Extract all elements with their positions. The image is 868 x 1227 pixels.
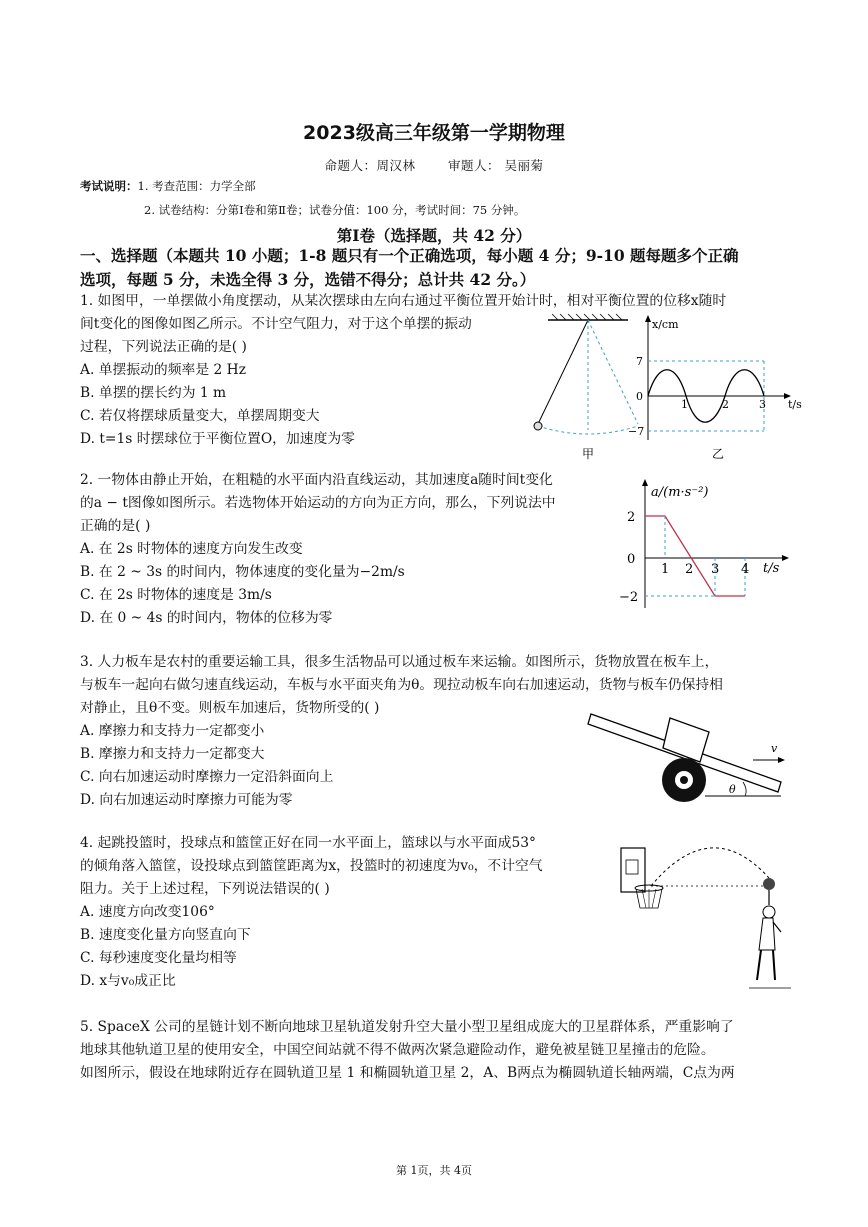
question-2-option-a: A. 在 2s 时物体的速度方向发生改变 bbox=[80, 541, 303, 557]
question-1-option-b: B. 单摆的摆长约为 1 m bbox=[80, 385, 227, 401]
xt-y-axis-label: x/cm bbox=[652, 318, 679, 331]
xt-x-axis-label: t/s bbox=[788, 398, 802, 411]
at-tick-x-3: 3 bbox=[711, 562, 720, 577]
cart-velocity-label: v bbox=[771, 742, 778, 755]
question-4-stem-3: 阻力。关于上述过程，下列说法错误的( ) bbox=[80, 881, 330, 897]
part-heading-line1: 一、选择题（本题共 10 小题；1-8 题只有一个正确选项，每小题 4 分；9-10 题每题多个正确 bbox=[80, 246, 739, 265]
xt-tick-x-3: 3 bbox=[759, 398, 766, 411]
question-1-option-d: D. t=1s 时摆球位于平衡位置O，加速度为零 bbox=[80, 431, 355, 447]
exam-notes-item1: 1. 考查范围：力学全部 bbox=[137, 179, 256, 193]
question-1-stem-1: 1. 如图甲，一单摆做小角度摆动，从某次摆球由左向右通过平衡位置开始计时，相对平衡位置的位移x随时 bbox=[80, 293, 727, 309]
question-3-option-a: A. 摩擦力和支持力一定都变小 bbox=[80, 723, 265, 739]
figure-label-yi: 乙 bbox=[712, 447, 725, 461]
question-5-stem-3: 如图所示，假设在地球附近存在圆轨道卫星 1 和椭圆轨道卫星 2，A、B两点为椭圆轨道长轴两端，C点为两 bbox=[80, 1065, 735, 1081]
question-4-option-c: C. 每秒速度变化量均相等 bbox=[80, 950, 237, 966]
question-4-option-b: B. 速度变化量方向竖直向下 bbox=[80, 927, 251, 943]
cart-angle-label: θ bbox=[729, 783, 736, 796]
section-title: 第Ⅰ卷（选择题，共 42 分） bbox=[336, 226, 532, 245]
exam-notes-item2: 2. 试卷结构：分第Ⅰ卷和第Ⅱ卷；试卷分值：100 分，考试时间：75 分钟。 bbox=[144, 203, 526, 217]
part-heading-line2: 选项，每题 5 分，未选全得 3 分，选错不得分；总计共 42 分。） bbox=[80, 270, 536, 289]
question-3-option-c: C. 向右加速运动时摩擦力一定沿斜面向上 bbox=[80, 769, 334, 785]
question-2-option-d: D. 在 0 ~ 4s 的时间内，物体的位移为零 bbox=[80, 610, 333, 626]
xt-tick-x-1: 1 bbox=[681, 398, 688, 411]
question-1-stem-3: 过程，下列说法正确的是( ) bbox=[80, 339, 247, 355]
question-4-stem-2: 的倾角落入篮筐，设投球点到篮筐距离为x，投篮时的初速度为v₀，不计空气 bbox=[80, 858, 543, 874]
question-2-stem-3: 正确的是( ) bbox=[80, 518, 151, 534]
question-2-stem-1: 2. 一物体由静止开始，在粗糙的水平面内沿直线运动，其加速度a随时间t变化 bbox=[80, 472, 553, 488]
xt-tick-x-2: 2 bbox=[722, 398, 729, 411]
exam-notes-line1 bbox=[80, 178, 256, 194]
basketball-figure bbox=[615, 832, 805, 997]
question-4-option-a: A. 速度方向改变106° bbox=[80, 904, 215, 920]
setter: 命题人：周汉林 bbox=[324, 158, 416, 173]
question-2-stem-2: 的a − t图像如图所示。若选物体开始运动的方向为正方向，那么，下列说法中 bbox=[80, 495, 556, 511]
at-tick-x-4: 4 bbox=[741, 562, 750, 577]
question-5-stem-1: 5. SpaceX 公司的星链计划不断向地球卫星轨道发射升空大量小型卫星组成庞大的卫星群体系，严重影响了 bbox=[80, 1019, 734, 1035]
figure-label-jia: 甲 bbox=[582, 447, 595, 461]
at-tick-y-neg2: −2 bbox=[619, 590, 639, 605]
question-3-option-b: B. 摩擦力和支持力一定都变大 bbox=[80, 746, 265, 762]
xt-tick-y-7: 7 bbox=[636, 355, 643, 368]
question-5 bbox=[80, 1016, 735, 1085]
at-x-axis-label: t/s bbox=[763, 561, 780, 576]
xt-tick-y-0: 0 bbox=[636, 390, 643, 403]
page-title: 2023级高三年级第一学期物理 bbox=[303, 122, 565, 144]
question-1-option-c: C. 若仅将摆球质量变大，单摆周期变大 bbox=[80, 408, 320, 424]
exam-notes-label: 考试说明： bbox=[80, 179, 138, 193]
part-heading bbox=[80, 244, 739, 292]
question-1-option-a: A. 单摆振动的频率是 2 Hz bbox=[80, 362, 246, 378]
xt-graph-figure bbox=[628, 312, 813, 462]
authors-line bbox=[0, 156, 868, 174]
question-4 bbox=[80, 832, 543, 993]
question-1-stem-2: 间t变化的图像如图乙所示。不计空气阻力，对于这个单摆的振动 bbox=[80, 316, 472, 332]
at-tick-y-2: 2 bbox=[627, 510, 636, 525]
question-3-stem-1: 3. 人力板车是农村的重要运输工具，很多生活物品可以通过板车来运输。如图所示，货物放置在板车上， bbox=[80, 654, 719, 670]
question-2-option-c: C. 在 2s 时物体的速度是 3m/s bbox=[80, 587, 272, 603]
xt-tick-y-neg7: −7 bbox=[628, 425, 645, 438]
at-graph-figure bbox=[615, 476, 800, 616]
question-4-option-d: D. x与v₀成正比 bbox=[80, 973, 176, 989]
question-2 bbox=[80, 469, 556, 630]
question-5-stem-2: 地球其他轨道卫星的使用安全，中国空间站就不得不做两次紧急避险动作，避免被星链卫星撞击的危险。 bbox=[80, 1042, 715, 1058]
question-3-stem-3: 对静止，且θ不变。则板车加速后，货物所受的( ) bbox=[80, 700, 380, 716]
question-4-stem-1: 4. 起跳投篮时，投球点和篮筐正好在同一水平面上，篮球以与水平面成53° bbox=[80, 835, 536, 851]
at-tick-x-2: 2 bbox=[685, 562, 694, 577]
reviewer: 审题人： 吴丽菊 bbox=[448, 158, 544, 173]
cart-figure bbox=[585, 702, 795, 807]
at-y-axis-label: a/(m·s⁻²) bbox=[651, 485, 709, 500]
question-3-option-d: D. 向右加速运动时摩擦力可能为零 bbox=[80, 792, 293, 808]
page-footer: 第 1页，共 4页 bbox=[396, 1164, 472, 1177]
at-tick-x-1: 1 bbox=[661, 562, 670, 577]
question-3-stem-2: 与板车一起向右做匀速直线运动，车板与水平面夹角为θ。现拉动板车向右加速运动，货物与板车仍保持相 bbox=[80, 677, 723, 693]
question-2-option-b: B. 在 2 ~ 3s 的时间内，物体速度的变化量为−2m/s bbox=[80, 564, 405, 580]
at-tick-y-0: 0 bbox=[627, 552, 636, 567]
